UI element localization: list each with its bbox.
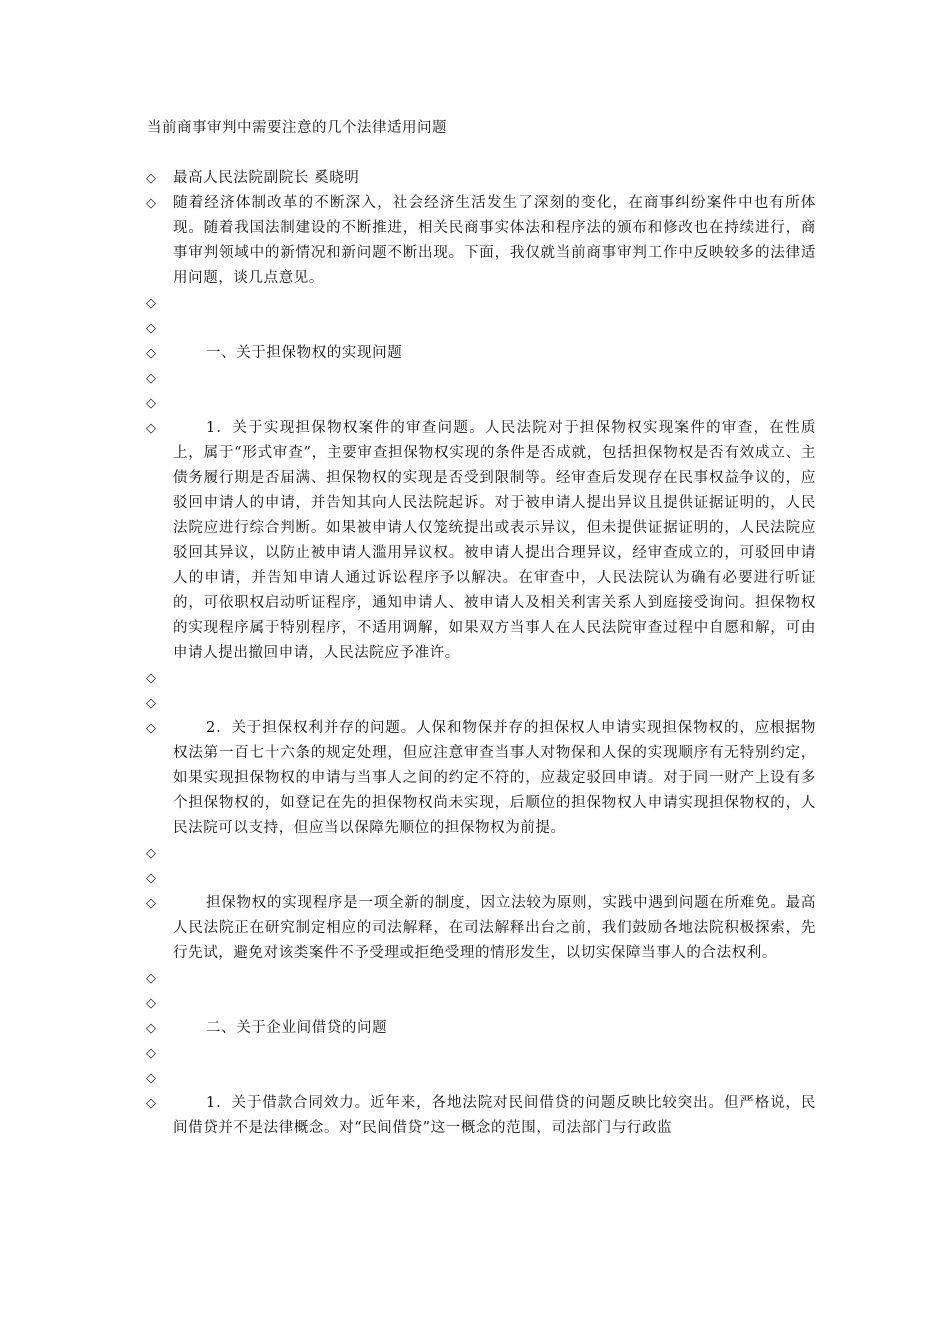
- paragraph: [146, 1016, 816, 1041]
- diamond-bullet-icon: ◇: [146, 1071, 156, 1086]
- empty-paragraph: [146, 691, 816, 716]
- empty-paragraph: [146, 841, 816, 866]
- paragraph-text: [173, 666, 816, 691]
- diamond-bullet-icon: ◇: [146, 1021, 156, 1036]
- empty-paragraph: [146, 316, 816, 341]
- empty-paragraph: [146, 991, 816, 1016]
- empty-paragraph: [146, 1066, 816, 1091]
- paragraph-text: 担保物权的实现程序是一项全新的制度，因立法较为原则，实践中遇到问题在所难免。最高人民法院正在研究制定相应的司法解释，在司法解释出台之前，我们鼓励各地法院积极探索，先行先试，避免对该类案件不予受理或拒绝受理的情形发生，以切实保障当事人的合法权利。: [173, 895, 816, 961]
- empty-paragraph: [146, 391, 816, 416]
- empty-paragraph: [146, 366, 816, 391]
- diamond-bullet-icon: ◇: [146, 171, 156, 186]
- paragraph-text: [173, 391, 816, 416]
- diamond-bullet-icon: ◇: [146, 1046, 156, 1061]
- paragraph-text: 2．关于担保权利并存的问题。人保和物保并存的担保权人申请实现担保物权的，应根据物权法第一百七十六条的规定处理，但应注意审查当事人对物保和人保的实现顺序有无特别约定，如果实现担保物权的申请与当事人之间的约定不符的，应裁定驳回申请。对于同一财产上设有多个担保物权的，如登记在先的担保物权尚未实现，后顺位的担保物权人申请实现担保物权的，人民法院可以支持，但应当以保障先顺位的担保物权为前提。: [173, 720, 816, 836]
- paragraph-text: 最高人民法院副院长 奚晓明: [173, 170, 360, 186]
- diamond-bullet-icon: ◇: [146, 871, 156, 886]
- diamond-bullet-icon: ◇: [146, 896, 156, 911]
- paragraph-text: [173, 1041, 816, 1066]
- diamond-bullet-icon: ◇: [146, 396, 156, 411]
- paragraph-text: 一、关于担保物权的实现问题: [206, 345, 403, 361]
- paragraph-text: [173, 966, 816, 991]
- diamond-bullet-icon: ◇: [146, 971, 156, 986]
- diamond-bullet-icon: ◇: [146, 346, 156, 361]
- paragraph: [146, 716, 816, 841]
- paragraph-text: [173, 291, 816, 316]
- paragraph-text: [173, 316, 816, 341]
- diamond-bullet-icon: ◇: [146, 696, 156, 711]
- empty-paragraph: [146, 291, 816, 316]
- paragraph-text: 二、关于企业间借贷的问题: [206, 1020, 388, 1036]
- diamond-bullet-icon: ◇: [146, 296, 156, 311]
- paragraph-text: 随着经济体制改革的不断深入，社会经济生活发生了深刻的变化，在商事纠纷案件中也有所体现。随着我国法制建设的不断推进，相关民商事实体法和程序法的颁布和修改也在持续进行，商事审判领域中的新情况和新问题不断出现。下面，我仅就当前商事审判工作中反映较多的法律适用问题，谈几点意见。: [173, 195, 816, 286]
- diamond-bullet-icon: ◇: [146, 421, 156, 436]
- paragraph-text: [173, 866, 816, 891]
- paragraph-text: [173, 691, 816, 716]
- diamond-bullet-icon: ◇: [146, 371, 156, 386]
- diamond-bullet-icon: ◇: [146, 996, 156, 1011]
- paragraph-text: [173, 366, 816, 391]
- document-body: [146, 166, 816, 1141]
- diamond-bullet-icon: ◇: [146, 846, 156, 861]
- diamond-bullet-icon: ◇: [146, 1096, 156, 1111]
- document-title: 当前商事审判中需要注意的几个法律适用问题: [147, 120, 447, 136]
- diamond-bullet-icon: ◇: [146, 671, 156, 686]
- empty-paragraph: [146, 666, 816, 691]
- paragraph-text: 1．关于实现担保物权案件的审查问题。人民法院对于担保物权实现案件的审查，在性质上，属于“形式审查”，主要审查担保物权实现的条件是否成就，包括担保物权是否有效成立、主债务履行期是否届满、担保物权的实现是否受到限制等。经审查后发现存在民事权益争议的，应驳回申请人的申请，并告知其向人民法院起诉。对于被申请人提出异议且提供证据证明的，人民法院应进行综合判断。如果被申请人仅笼统提出或表示异议，但未提供证据证明的，人民法院应驳回其异议，以防止被申请人滥用异议权。被申请人提出合理异议，经审查成立的，可驳回申请人的申请，并告知申请人通过诉讼程序予以解决。在审查中，人民法院认为确有必要进行听证的，可依职权启动听证程序，通知申请人、被申请人及相关利害关系人到庭接受询问。担保物权的实现程序属于特别程序，不适用调解，如果双方当事人在人民法院审查过程中自愿和解，可由申请人提出撤回申请，人民法院应予准许。: [173, 420, 816, 661]
- paragraph: [146, 416, 816, 666]
- paragraph: [146, 191, 816, 291]
- paragraph: [146, 1091, 816, 1141]
- diamond-bullet-icon: ◇: [146, 196, 156, 211]
- paragraph-text: [173, 841, 816, 866]
- diamond-bullet-icon: ◇: [146, 721, 156, 736]
- empty-paragraph: [146, 866, 816, 891]
- paragraph-text: [173, 991, 816, 1016]
- paragraph: [146, 166, 816, 191]
- paragraph-text: 1．关于借款合同效力。近年来，各地法院对民间借贷的问题反映比较突出。但严格说，民间借贷并不是法律概念。对“民间借贷”这一概念的范围，司法部门与行政监: [173, 1095, 816, 1136]
- empty-paragraph: [146, 1041, 816, 1066]
- diamond-bullet-icon: ◇: [146, 321, 156, 336]
- paragraph: [146, 341, 816, 366]
- paragraph: [146, 891, 816, 966]
- paragraph-text: [173, 1066, 816, 1091]
- empty-paragraph: [146, 966, 816, 991]
